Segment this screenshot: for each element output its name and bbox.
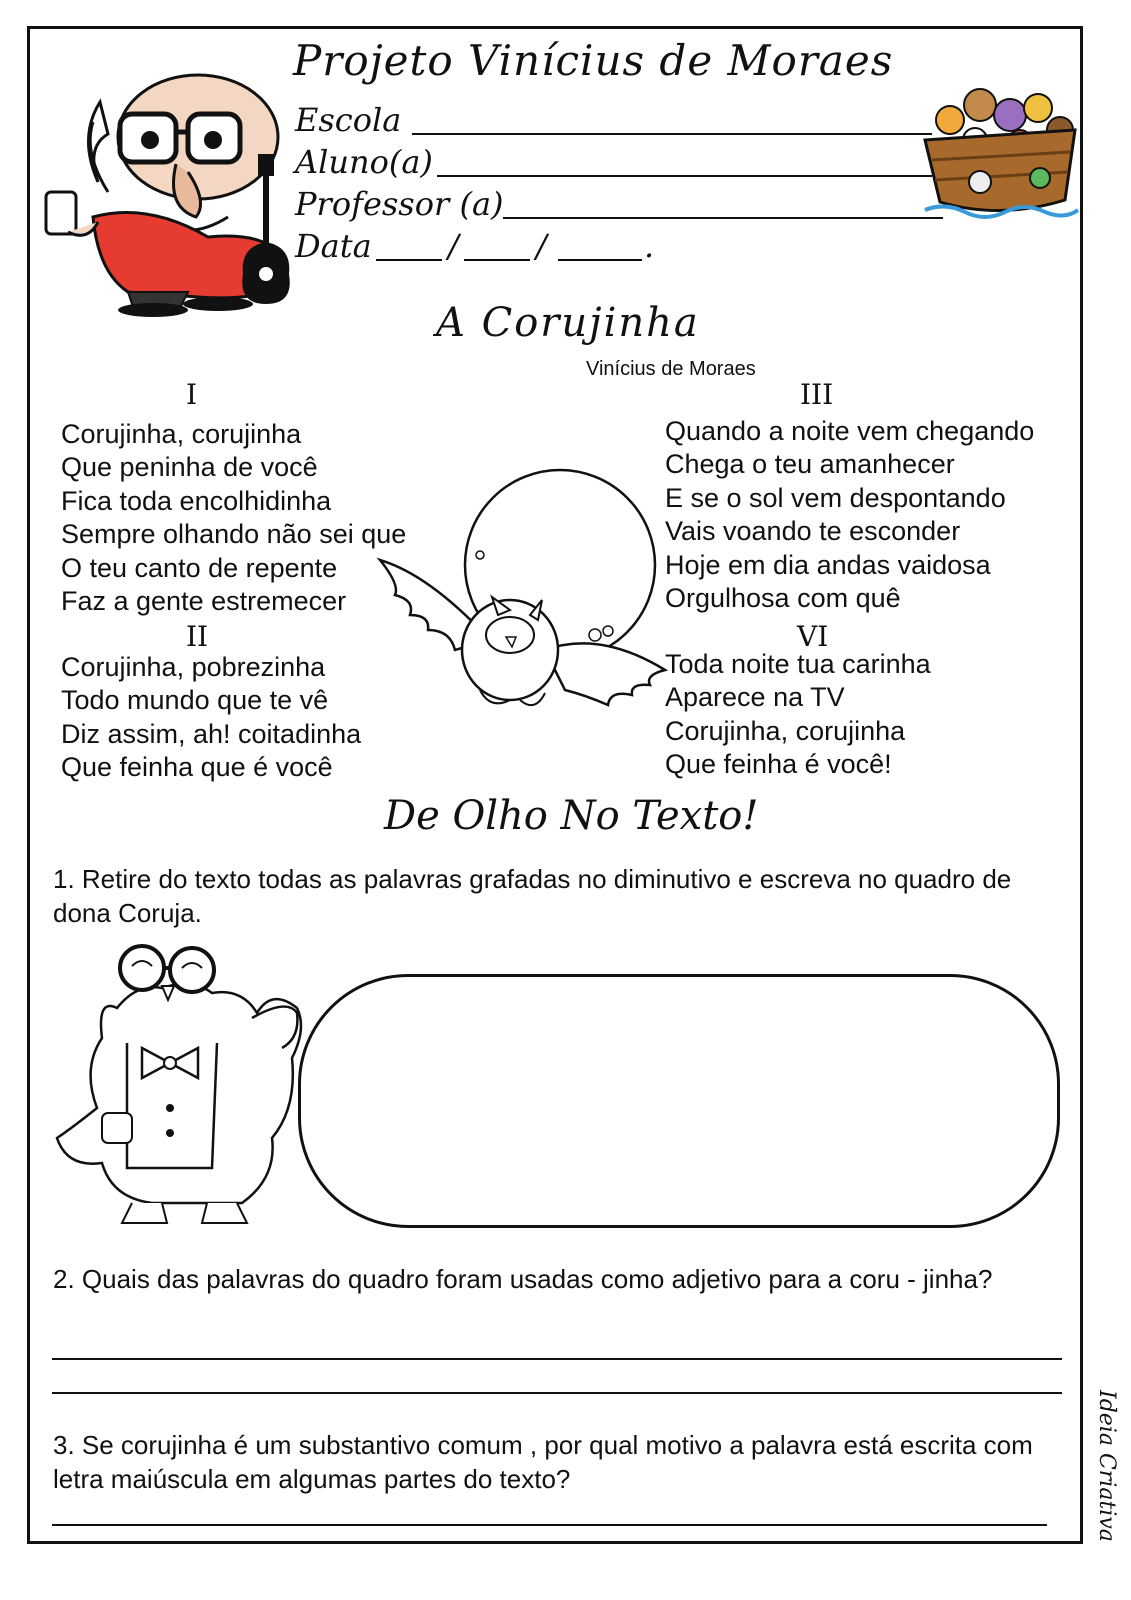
poem-line: Diz assim, ah! coitadinha <box>61 718 362 749</box>
date-separator: / <box>448 227 459 265</box>
poem-line: Aparece na TV <box>665 682 845 713</box>
question-2: 2. Quais das palavras do quadro foram usadas como adjetivo para a coru - jinha? <box>53 1264 993 1294</box>
poem-line: O teu canto de repente <box>61 552 338 583</box>
stanza-numeral: III <box>800 378 834 411</box>
date-label: Data <box>295 227 372 265</box>
poem-line: Que feinha que é você <box>61 752 333 783</box>
poem-line: Corujinha, pobrezinha <box>61 652 326 682</box>
school-field[interactable] <box>412 133 932 135</box>
section-title: De Olho No Texto! <box>384 793 759 839</box>
stanza <box>61 418 406 618</box>
question-3: 3. Se corujinha é um substantivo comum , por qual motivo a palavra está escrita com letra maiúscula em algumas partes do texto? <box>53 1430 1033 1494</box>
stanza <box>665 415 1034 615</box>
stanza-numeral: I <box>186 378 198 411</box>
noahs-ark-icon <box>920 70 1080 230</box>
poem-line: Vais voando te esconder <box>665 516 961 547</box>
poem-line: Hoje em dia andas vaidosa <box>665 549 991 580</box>
flying-owl-moon-icon <box>370 465 670 735</box>
answer-line[interactable] <box>52 1524 1047 1526</box>
answer-box[interactable] <box>298 974 1060 1228</box>
date-month-field[interactable] <box>464 259 530 261</box>
stanza <box>61 651 361 785</box>
poem-line: Que peninha de você <box>61 452 318 483</box>
answer-line[interactable] <box>52 1392 1062 1394</box>
poem-line: Quando a noite vem chegando <box>665 416 1035 446</box>
stanza-numeral: VI <box>797 620 829 653</box>
date-end-dot: . <box>644 227 655 265</box>
poet-caricature-icon <box>38 42 298 317</box>
project-title: Projeto Vinícius de Moraes <box>293 36 894 85</box>
school-label: Escola <box>295 101 402 139</box>
poem-line: Fica toda encolhidinha <box>61 485 332 516</box>
question-1: 1. Retire do texto todas as palavras grafadas no diminutivo e escreva no quadro de dona Coruja. <box>53 864 1012 928</box>
student-label: Aluno(a) <box>295 143 433 181</box>
poem-line: Faz a gente estremecer <box>61 586 347 617</box>
credit-watermark: Ideia Criativa <box>1094 1390 1119 1542</box>
answer-line[interactable] <box>52 1358 1062 1360</box>
teacher-field[interactable] <box>503 217 943 219</box>
poem-line: Toda noite tua carinha <box>665 649 931 679</box>
date-day-field[interactable] <box>376 259 442 261</box>
poem-title: A Corujinha <box>436 300 700 346</box>
student-field[interactable] <box>437 175 932 177</box>
teacher-label: Professor (a) <box>295 185 504 223</box>
poem-line: Todo mundo que te vê <box>61 685 329 716</box>
stanza-numeral: II <box>186 620 209 653</box>
date-separator: / <box>536 227 547 265</box>
poem-line: Corujinha, corujinha <box>665 715 906 746</box>
poem-line: Orgulhosa com quê <box>665 583 901 614</box>
poem-line: E se o sol vem despontando <box>665 482 1006 513</box>
poem-author: Vinícius de Moraes <box>586 358 756 380</box>
date-year-field[interactable] <box>558 259 642 261</box>
poem-line: Sempre olhando não sei que <box>61 519 407 550</box>
poem-line: Que feinha é você! <box>665 749 892 780</box>
stanza <box>665 648 931 782</box>
poem-line: Corujinha, corujinha <box>61 419 302 449</box>
owl-teacher-icon <box>42 938 304 1238</box>
poem-line: Chega o teu amanhecer <box>665 449 955 480</box>
